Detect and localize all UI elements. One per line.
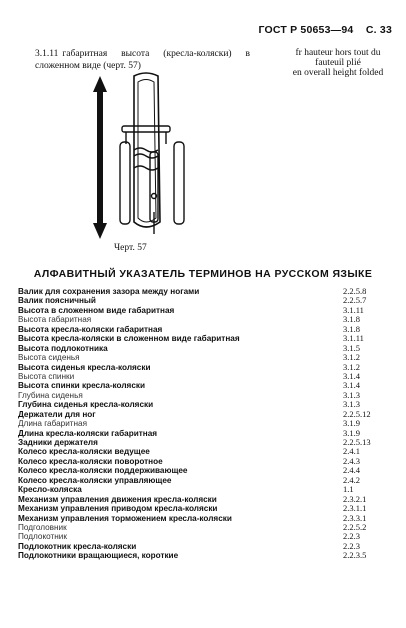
index-term-number: 2.3.1.1 [343, 503, 367, 514]
index-entry [18, 381, 378, 390]
term-index-list [18, 287, 378, 561]
index-term: Глубина сиденья кресла-коляски [18, 400, 154, 410]
height-dimension-arrow [93, 76, 107, 239]
index-entry [18, 485, 378, 494]
index-term: Высота кресла-коляски габаритная [18, 324, 163, 334]
index-term-number: 3.1.3 [343, 389, 360, 400]
index-term: Высота сиденья [18, 353, 80, 363]
index-entry [18, 400, 378, 409]
index-term: Высота сиденья кресла-коляски [18, 362, 151, 372]
index-entry [18, 306, 378, 315]
index-term: Держатели для ног [18, 409, 96, 419]
index-entry [18, 344, 378, 353]
index-term-number: 2.2.5.13 [343, 437, 371, 447]
index-term: Высота спинки кресла-коляски [18, 381, 146, 391]
english-term: en overall height folded [292, 68, 384, 78]
index-entry [18, 334, 378, 343]
index-term-number: 2.3.2.1 [343, 493, 367, 504]
index-term: Высота в сложенном виде габаритная [18, 305, 175, 315]
index-term-number: 2.2.5.8 [343, 286, 367, 296]
index-term-number: 2.2.3.5 [343, 550, 367, 561]
french-term-line1: fr hauteur hors tout du [295, 48, 381, 58]
index-term-number: 2.4.1 [343, 446, 360, 457]
index-term-number: 3.1.8 [343, 314, 360, 325]
index-term: Длина габаритная [18, 419, 88, 429]
index-term-number: 2.3.3.1 [343, 512, 367, 523]
french-term-line2: fauteuil plié [315, 58, 361, 68]
index-term-number: 2.2.5.2 [343, 521, 367, 532]
index-term-number: 3.1.11 [343, 304, 364, 315]
index-entry [18, 495, 378, 504]
index-term: Колесо кресла-коляски поддерживающее [18, 466, 188, 476]
index-term: Кресло-коляска [18, 485, 82, 495]
term-translations [282, 48, 394, 78]
index-entry [18, 419, 378, 428]
index-term-number: 2.4.3 [343, 455, 360, 466]
index-term: Длина кресла-коляски габаритная [18, 428, 158, 438]
index-term: Валик для сохранения зазора между ногами [18, 287, 200, 296]
index-term: Подголовник [18, 522, 67, 532]
index-term-number: 3.1.2 [343, 361, 360, 372]
index-term: Высота спинки [18, 371, 75, 381]
index-term: Валик поясничный [18, 296, 96, 306]
index-term-number: 3.1.4 [343, 380, 360, 391]
index-entry [18, 391, 378, 400]
frame [122, 126, 170, 170]
term-definition [35, 49, 250, 72]
index-entry [18, 410, 378, 419]
index-entry [18, 438, 378, 447]
index-term: Подлокотник кресла-коляски [18, 541, 137, 551]
index-term: Высота габаритная [18, 315, 92, 325]
index-entry [18, 363, 378, 372]
index-term-number: 2.4.2 [343, 474, 360, 485]
page-number: С. 33 [365, 24, 392, 36]
index-term-number: 3.1.2 [343, 352, 360, 363]
index-entry [18, 325, 378, 334]
index-term-number: 2.2.5.7 [343, 295, 367, 306]
index-entry [18, 287, 378, 296]
index-term-number: 3.1.9 [343, 418, 360, 429]
index-entry [18, 523, 378, 532]
index-term: Колесо кресла-коляски управляющее [18, 475, 172, 485]
folded-wheelchair-drawing [90, 72, 200, 242]
index-term: Подлокотник [18, 532, 67, 542]
index-entry [18, 476, 378, 485]
index-term-number: 3.1.3 [343, 399, 360, 410]
index-term: Глубина сиденья [18, 390, 83, 400]
index-entry [18, 296, 378, 305]
index-term-number: 1.1 [343, 484, 354, 495]
index-entry [18, 514, 378, 523]
index-entry [18, 551, 378, 560]
index-term: Высота кресла-коляски в сложенном виде габаритная [18, 334, 240, 344]
term-text: габаритная высота (кресла-коляски) в сложенном виде (черт. 57) [35, 49, 250, 71]
standard-code: ГОСТ Р 50653—94 [258, 24, 354, 36]
index-term: Колесо кресла-коляски ведущее [18, 447, 150, 457]
index-entry [18, 466, 378, 475]
index-entry [18, 353, 378, 362]
index-term-number: 2.2.3 [343, 540, 360, 551]
index-term: Подлокотники вращающиеся, короткие [18, 551, 179, 561]
index-term: Высота подлокотника [18, 343, 108, 353]
index-entry [18, 429, 378, 438]
figure-caption: Черт. 57 [114, 243, 147, 253]
index-entry [18, 532, 378, 541]
index-term-number: 3.1.5 [343, 342, 360, 353]
term-number: 3.1.11 [35, 49, 59, 59]
index-term: Задники держателя [18, 438, 98, 447]
index-term: Механизм управления приводом кресла-коляски [18, 504, 218, 514]
index-entry [18, 457, 378, 466]
index-term-number: 3.1.11 [343, 333, 364, 344]
index-entry [18, 372, 378, 381]
index-term-number: 3.1.9 [343, 427, 360, 438]
index-entry [18, 447, 378, 456]
index-term: Колесо кресла-коляски поворотное [18, 456, 163, 466]
index-term-number: 2.2.3 [343, 531, 360, 542]
index-term-number: 3.1.4 [343, 370, 360, 381]
page-header [258, 24, 392, 36]
index-term-number: 2.4.4 [343, 465, 360, 476]
index-entry [18, 504, 378, 513]
index-title: АЛФАВИТНЫЙ УКАЗАТЕЛЬ ТЕРМИНОВ НА РУССКОМ ЯЗЫКЕ [33, 268, 373, 280]
index-entry [18, 315, 378, 324]
index-entry [18, 542, 378, 551]
index-term: Механизм управления торможением кресла-коляски [18, 513, 232, 523]
index-term-number: 2.2.5.12 [343, 408, 371, 419]
index-term: Механизм управления движения кресла-коляски [18, 494, 217, 504]
index-term-number: 3.1.8 [343, 323, 360, 334]
